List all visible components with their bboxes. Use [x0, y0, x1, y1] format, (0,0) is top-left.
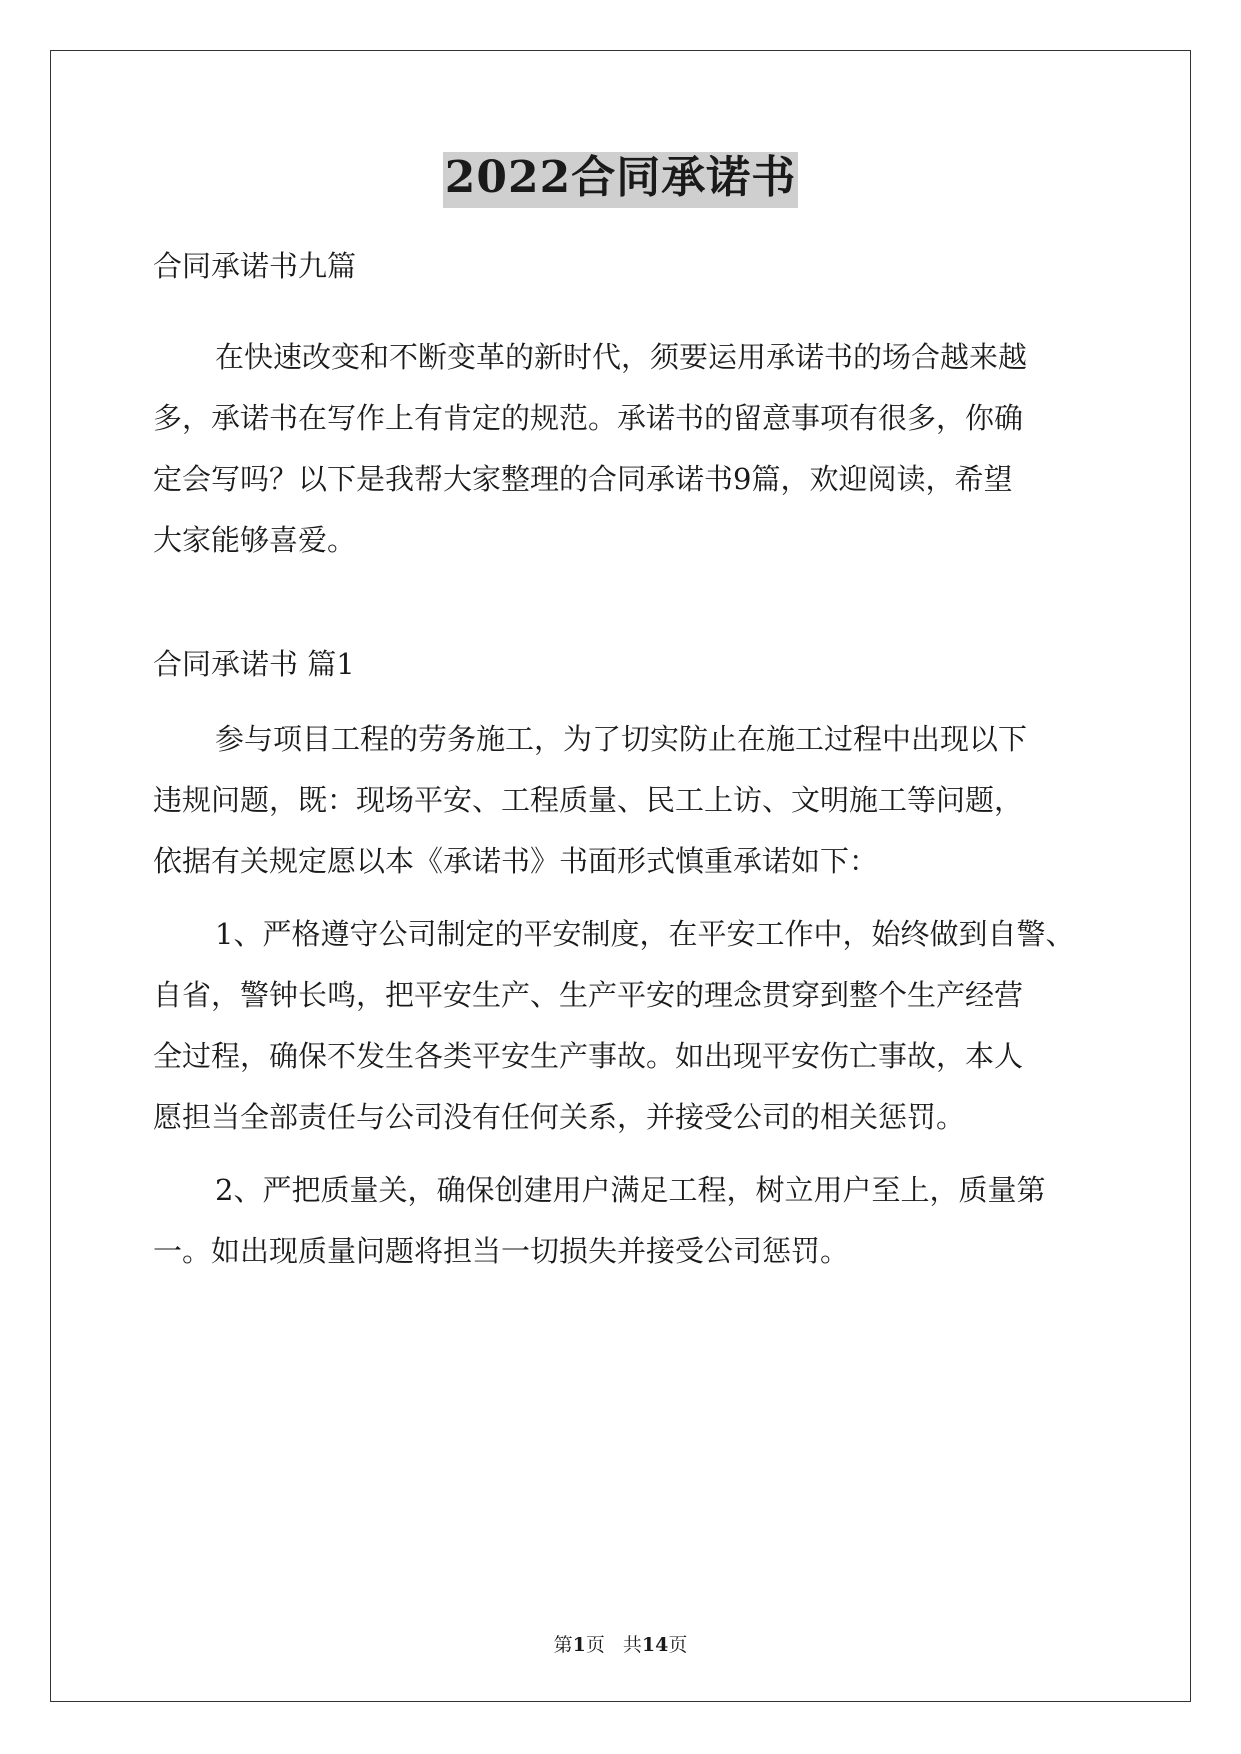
section-intro-line: 依据有关规定愿以本《承诺书》书面形式慎重承诺如下： [153, 844, 879, 878]
document-title: 2022合同承诺书 [443, 152, 798, 208]
intro-line: 定会写吗？以下是我帮大家整理的合同承诺书9篇，欢迎阅读，希望 [153, 462, 1013, 496]
item-1-line: 1、严格遵守公司制定的平安制度，在平安工作中，始终做到自警、 [215, 917, 1075, 951]
item-1-line: 自省，警钟长鸣，把平安生产、生产平安的理念贯穿到整个生产经营 [153, 978, 1024, 1012]
section-intro-line: 参与项目工程的劳务施工，为了切实防止在施工过程中出现以下 [215, 722, 1028, 756]
document-title-container [0, 152, 1241, 208]
item-1-paragraph [153, 904, 1089, 1148]
section-intro-line: 违规问题，既：现场平安、工程质量、民工上访、文明施工等问题， [153, 783, 1024, 817]
item-1-line: 全过程，确保不发生各类平安生产事故。如出现平安伤亡事故，本人 [153, 1039, 1024, 1073]
intro-line: 在快速改变和不断变革的新时代，须要运用承诺书的场合越来越 [215, 340, 1028, 374]
section-intro-paragraph [153, 709, 1089, 892]
page-prefix: 第 [553, 1634, 573, 1656]
document-subtitle: 合同承诺书九篇 [153, 249, 357, 283]
total-suffix: 页 [668, 1634, 688, 1656]
item-2-line: 2、严把质量关，确保创建用户满足工程，树立用户至上，质量第 [215, 1173, 1046, 1207]
page-current-number: 1 [572, 1634, 586, 1656]
total-prefix: 共 [622, 1634, 642, 1656]
page-mid: 页 [585, 1634, 605, 1656]
document-body [153, 236, 1089, 1282]
item-1-line: 愿担当全部责任与公司没有任何关系，并接受公司的相关惩罚。 [153, 1100, 966, 1134]
intro-line: 多，承诺书在写作上有肯定的规范。承诺书的留意事项有很多，你确 [153, 401, 1024, 435]
item-2-paragraph [153, 1160, 1089, 1282]
section-heading: 合同承诺书 篇1 [153, 647, 355, 681]
item-2-line: 一。如出现质量问题将担当一切损失并接受公司惩罚。 [153, 1234, 850, 1268]
page-footer [0, 1636, 1241, 1655]
intro-line: 大家能够喜爱。 [153, 523, 357, 557]
intro-paragraph [153, 327, 1089, 571]
page-total-number: 14 [641, 1634, 669, 1656]
